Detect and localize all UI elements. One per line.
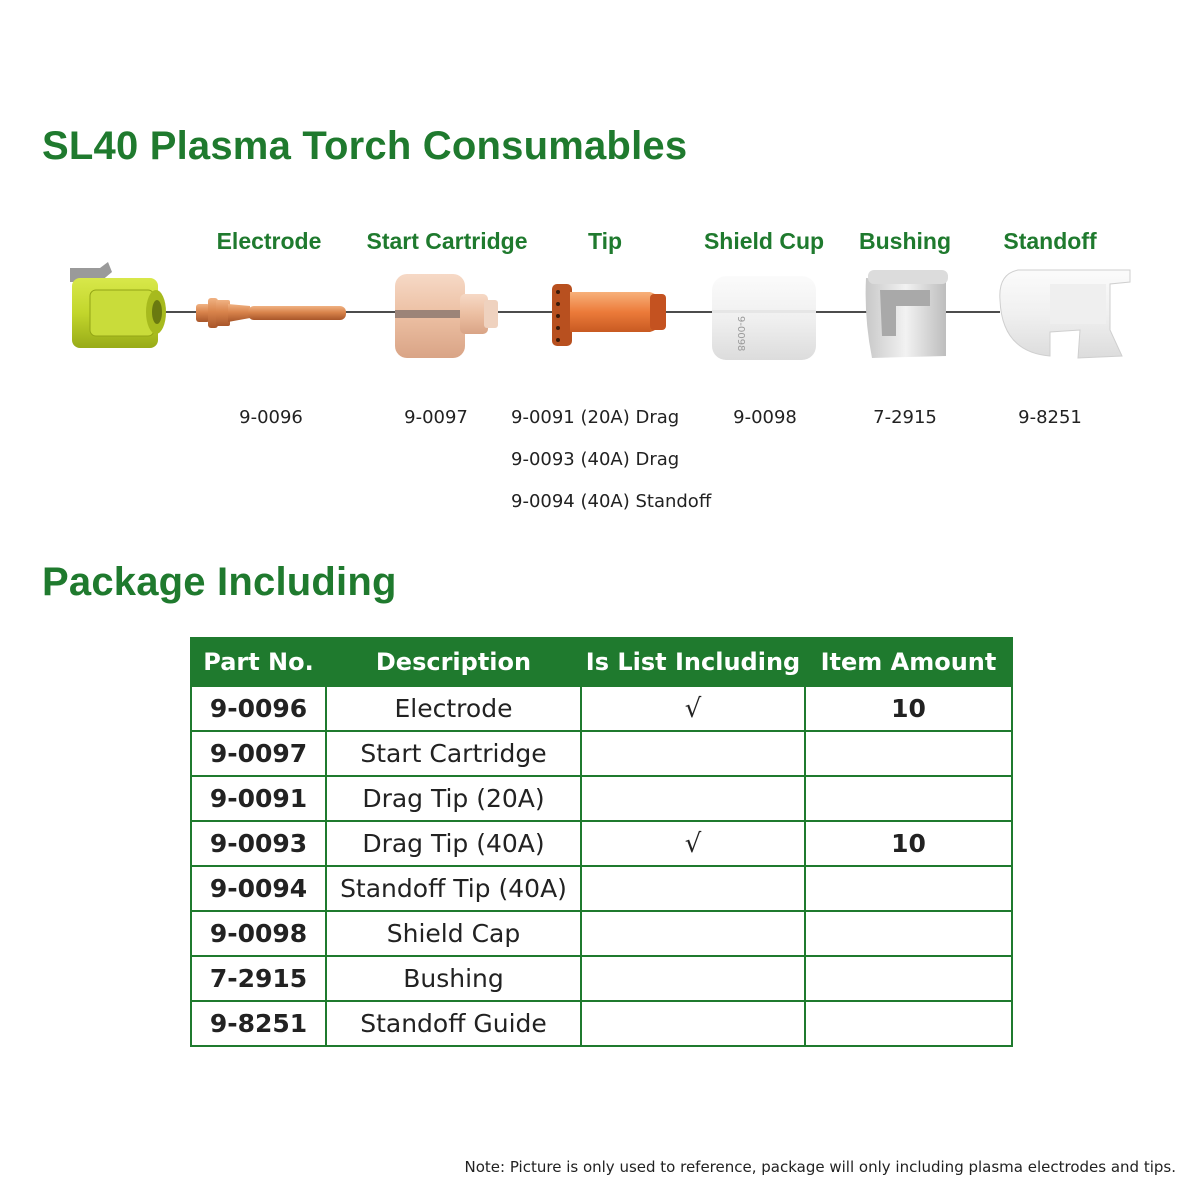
included-cell <box>581 866 805 911</box>
included-cell: √ <box>581 821 805 866</box>
shield-cup-icon <box>712 276 816 360</box>
tip-number-40a-standoff: 9-0094 (40A) Standoff <box>511 491 712 512</box>
header-item-amount: Item Amount <box>805 638 1012 686</box>
part-number-electrode: 9-0096 <box>239 407 303 428</box>
table-row <box>191 731 1012 776</box>
part-number-standoff: 9-8251 <box>1018 407 1082 428</box>
part-number-shield-cup: 9-0098 <box>733 407 797 428</box>
part-no-cell: 9-0094 <box>191 866 326 911</box>
part-no-cell: 9-0091 <box>191 776 326 821</box>
shield-print-text: 9-0098 <box>735 316 746 352</box>
description-cell: Drag Tip (40A) <box>326 821 581 866</box>
tip-number-list <box>511 407 711 533</box>
description-cell: Bushing <box>326 956 581 1001</box>
header-part-no: Part No. <box>191 638 326 686</box>
amount-cell: 10 <box>805 821 1012 866</box>
table-row <box>191 776 1012 821</box>
table-row <box>191 956 1012 1001</box>
part-no-cell: 7-2915 <box>191 956 326 1001</box>
tip-number-20a-drag: 9-0091 (20A) Drag <box>511 407 680 428</box>
table-header-row <box>191 638 1012 686</box>
included-cell <box>581 956 805 1001</box>
part-label-bushing: Bushing <box>859 228 951 254</box>
description-cell: Standoff Guide <box>326 1001 581 1046</box>
part-no-cell: 9-0096 <box>191 686 326 731</box>
part-no-cell: 9-0098 <box>191 911 326 956</box>
part-label-electrode: Electrode <box>216 228 322 254</box>
included-cell <box>581 911 805 956</box>
amount-cell <box>805 776 1012 821</box>
table-row <box>191 866 1012 911</box>
page-title: SL40 Plasma Torch Consumables <box>42 124 688 168</box>
amount-cell: 10 <box>805 686 1012 731</box>
amount-cell <box>805 866 1012 911</box>
table-row <box>191 911 1012 956</box>
part-number-start-cartridge: 9-0097 <box>404 407 468 428</box>
footnote: Note: Picture is only used to reference, package will only including plasma electrodes and tips. <box>464 1158 1176 1176</box>
part-number-bushing: 7-2915 <box>873 407 937 428</box>
included-cell <box>581 776 805 821</box>
description-cell: Start Cartridge <box>326 731 581 776</box>
part-label-start-cartridge: Start Cartridge <box>366 228 528 254</box>
consumables-diagram <box>0 220 1200 520</box>
description-cell: Electrode <box>326 686 581 731</box>
electrode-icon <box>196 298 346 328</box>
tip-number-40a-drag: 9-0093 (40A) Drag <box>511 449 680 470</box>
amount-cell <box>805 731 1012 776</box>
included-cell <box>581 1001 805 1046</box>
part-no-cell: 9-0097 <box>191 731 326 776</box>
header-description: Description <box>326 638 581 686</box>
table-row <box>191 1001 1012 1046</box>
table-row <box>191 821 1012 866</box>
package-title: Package Including <box>42 560 397 604</box>
amount-cell <box>805 1001 1012 1046</box>
parts-illustration <box>0 260 1200 390</box>
start-cartridge-icon <box>395 274 498 358</box>
description-cell: Shield Cap <box>326 911 581 956</box>
tip-icon <box>552 284 666 346</box>
description-cell: Drag Tip (20A) <box>326 776 581 821</box>
included-cell: √ <box>581 686 805 731</box>
part-label-standoff: Standoff <box>1003 228 1097 254</box>
table-row <box>191 686 1012 731</box>
torch-head-icon <box>70 262 166 348</box>
package-table <box>190 637 1013 1047</box>
amount-cell <box>805 956 1012 1001</box>
part-label-shield-cup: Shield Cup <box>703 228 825 254</box>
bushing-icon <box>866 270 948 358</box>
description-cell: Standoff Tip (40A) <box>326 866 581 911</box>
part-label-tip: Tip <box>587 228 623 254</box>
header-is-list-including: Is List Including <box>581 638 805 686</box>
part-no-cell: 9-8251 <box>191 1001 326 1046</box>
amount-cell <box>805 911 1012 956</box>
standoff-guide-icon <box>1000 270 1130 358</box>
part-no-cell: 9-0093 <box>191 821 326 866</box>
included-cell <box>581 731 805 776</box>
